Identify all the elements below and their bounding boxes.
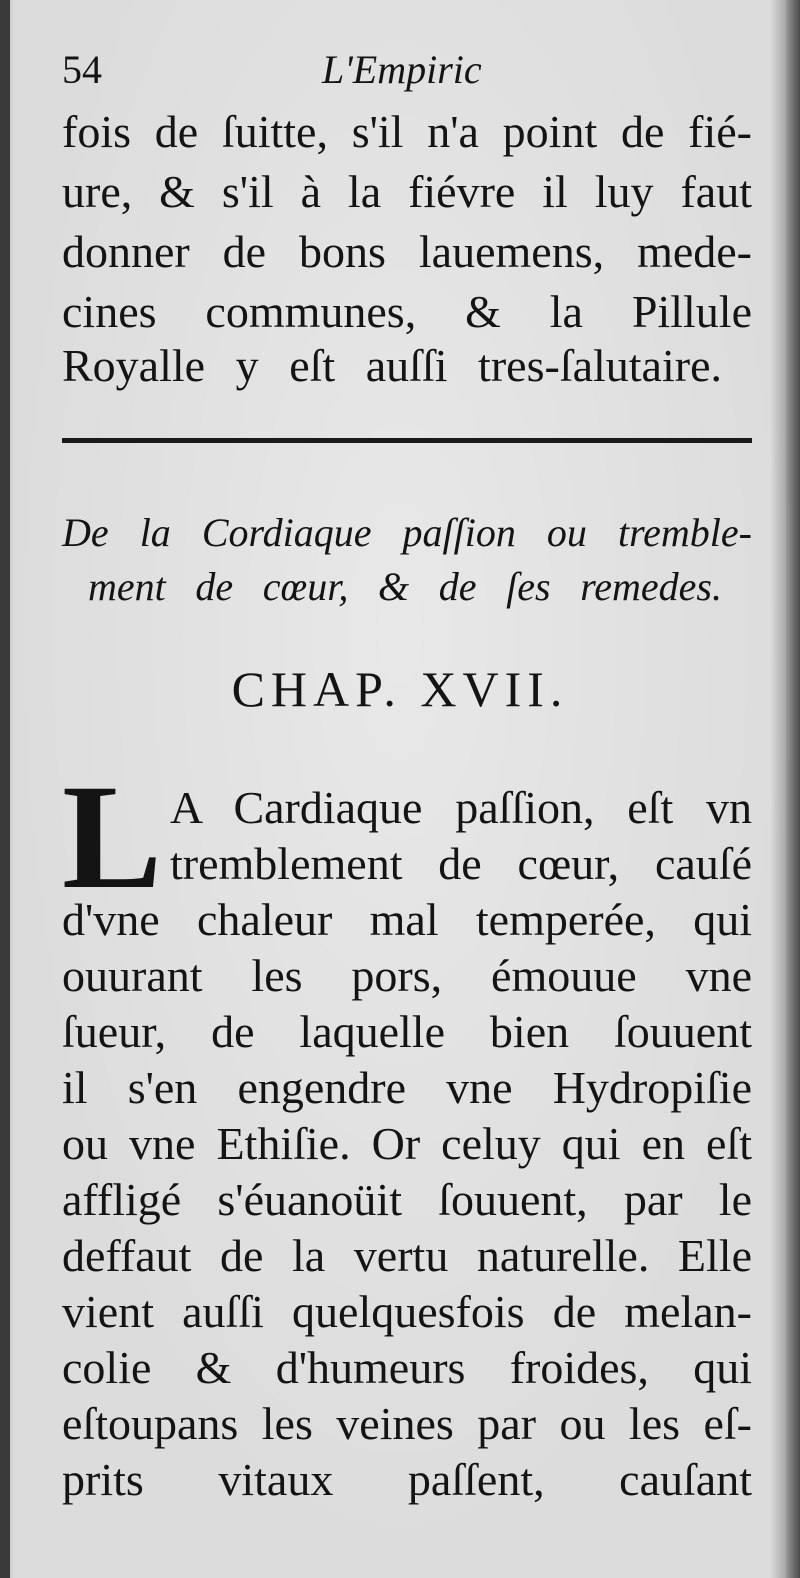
page-left-edge — [0, 0, 10, 1578]
page-number: 54 — [62, 47, 102, 92]
chapter-heading: CHAP. XVII. — [231, 661, 569, 717]
page-header — [62, 40, 742, 100]
text-line: donner de bons lauemens, mede- — [62, 226, 752, 277]
text-line: fois de ſuitte, s'il n'a point de fié- — [62, 106, 752, 157]
body-line: affligé s'éuanoüit ſouuent, par le — [62, 1174, 752, 1225]
body-line: ſueur, de laquelle bien ſouuent — [62, 1006, 752, 1057]
body-line: A Cardiaque paſſion, eſt vn — [170, 782, 752, 833]
text-line: Royalle y eſt auſſi tres-ſalutaire. — [62, 340, 722, 391]
body-line: vient auſſi quelquesfois de melan- — [62, 1286, 752, 1337]
section-title-line: De la Cordiaque paſſion ou tremble- — [62, 510, 752, 555]
body-line: ou vne Ethiſie. Or celuy qui en eſt — [62, 1118, 752, 1169]
body-line: deffaut de la vertu naturelle. Elle — [62, 1230, 752, 1281]
body-line: prits vitaux paſſent, cauſant — [62, 1454, 752, 1505]
body-line: colie & d'humeurs froides, qui — [62, 1342, 752, 1393]
running-head: L'Empiric — [322, 47, 482, 92]
body-line: d'vne chaleur mal temperée, qui — [62, 894, 752, 945]
section-divider — [62, 438, 752, 443]
dropcap-letter: L — [62, 754, 163, 920]
body-line: ouurant les pors, émouue vne — [62, 950, 752, 1001]
page-right-edge — [786, 0, 800, 1578]
body-line: eſtoupans les veines par ou les eſ- — [62, 1398, 752, 1449]
body-line: tremblement de cœur, cauſé — [170, 838, 752, 889]
text-line: cines communes, & la Pillule — [62, 286, 752, 337]
text-line: ure, & s'il à la fiévre il luy faut — [62, 166, 752, 217]
body-line: il s'en engendre vne Hydropiſie — [62, 1062, 752, 1113]
section-title-line: ment de cœur, & de ſes remedes. — [88, 564, 722, 609]
